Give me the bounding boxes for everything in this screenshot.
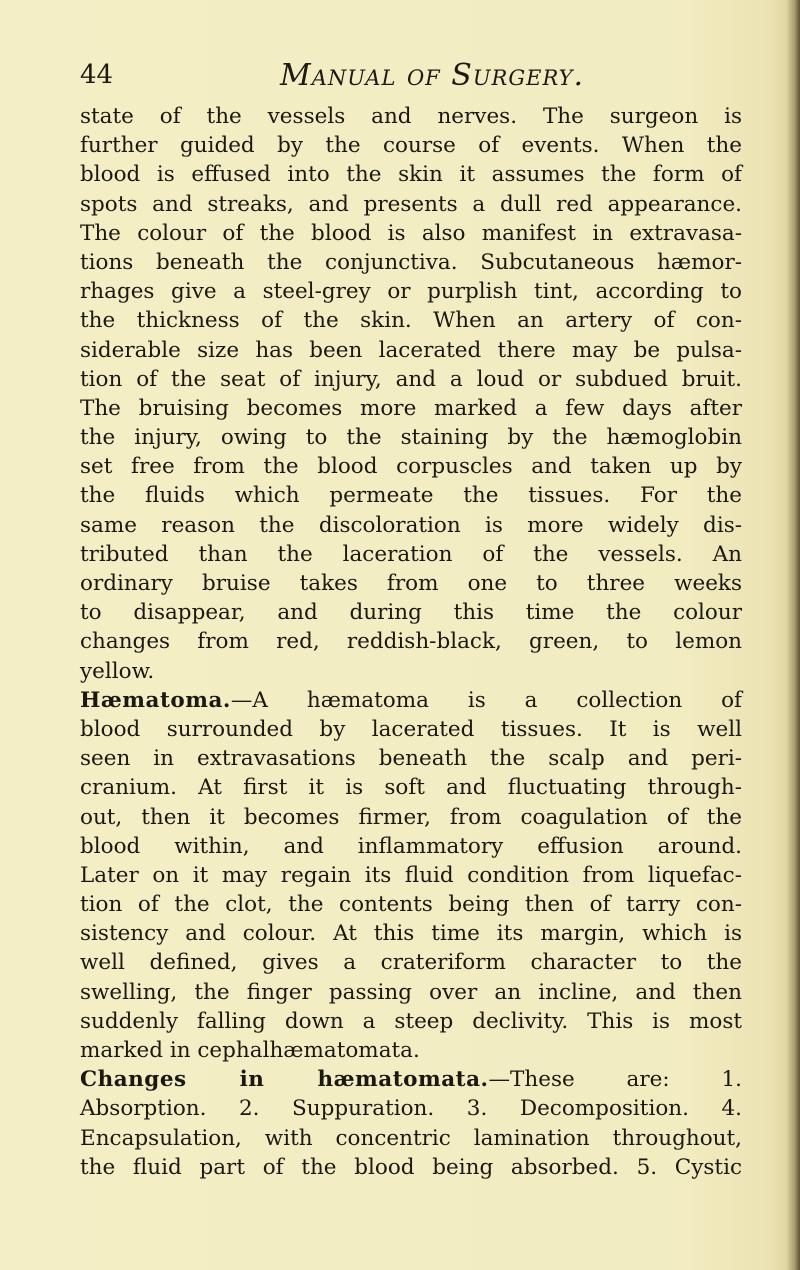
text-line: further guided by the course of events. When the (80, 133, 742, 159)
haematoma-first-line-text: —A hæmatoma is a collection of (230, 687, 742, 713)
page-number: 44 (80, 60, 114, 90)
text-line: spots and streaks, and presents a dull red appearance. (80, 191, 742, 217)
text-line: ordinary bruise takes from one to three weeks (80, 571, 742, 596)
text-line: the injury, owing to the staining by the hæmoglobin (80, 425, 742, 451)
text-line: tributed than the laceration of the vessels. An (80, 541, 742, 567)
text-line: well defined, gives a crateriform character to the (80, 950, 742, 976)
text-line: rhages give a steel-grey or purplish tint, according to (80, 279, 742, 305)
text-line: seen in extravasations beneath the scalp and peri- (80, 746, 742, 772)
text-line: to disappear, and during this time the colour (80, 600, 742, 626)
haematoma-first-line (80, 686, 742, 715)
text-line: tions beneath the conjunctiva. Subcutaneous hæmor- (80, 249, 742, 275)
page-header (80, 58, 760, 98)
text-line: same reason the discoloration is more widely dis- (80, 512, 742, 538)
text-line: tion of the clot, the contents being then of tarry con- (80, 892, 742, 918)
text-line: marked in cephalhæmatomata. (80, 1038, 420, 1063)
body-text (80, 102, 742, 1182)
text-line: state of the vessels and nerves. The surgeon is (80, 104, 742, 129)
text-line: sistency and colour. At this time its margin, which is (80, 921, 742, 947)
text-line: changes from red, reddish-black, green, to lemon (80, 629, 742, 655)
text-line: Absorption. 2. Suppuration. 3. Decomposition. 4. (80, 1096, 742, 1122)
text-line: yellow. (80, 658, 155, 684)
changes-first-line (80, 1065, 742, 1094)
text-line: The bruising becomes more marked a few days after (80, 395, 742, 421)
text-line: blood within, and inflammatory effusion around. (80, 833, 742, 859)
text-line: set free from the blood corpuscles and taken up by (80, 454, 742, 480)
section-heading-changes: Changes in hæmatomata. (80, 1067, 489, 1093)
text-line: out, then it becomes firmer, from coagulation of the (80, 804, 742, 830)
text-line: blood surrounded by lacerated tissues. It is well (80, 716, 742, 742)
text-line: the fluids which permeate the tissues. For the (80, 483, 742, 509)
text-line: suddenly falling down a steep declivity. This is most (80, 1008, 742, 1034)
changes-first-line-text: —These are: 1. (488, 1067, 742, 1093)
text-line: siderable size has been lacerated there may be pulsa- (80, 337, 742, 363)
text-line: tion of the seat of injury, and a loud or subdued bruit. (80, 366, 742, 392)
text-line: cranium. At first it is soft and fluctuating through- (80, 775, 742, 801)
page-edge-shadow (786, 0, 800, 1270)
running-title: Manual of Surgery. (280, 58, 585, 93)
text-line: The colour of the blood is also manifest in extravasa- (80, 220, 742, 246)
text-line: Encapsulation, with concentric lamination throughout, (80, 1125, 742, 1151)
text-line: the fluid part of the blood being absorbed. 5. Cystic (80, 1154, 742, 1180)
section-heading-haematoma: Hæmatoma. (80, 687, 231, 713)
text-line: blood is effused into the skin it assumes the form of (80, 162, 742, 188)
text-line: Later on it may regain its fluid condition from liquefac- (80, 862, 742, 888)
text-line: swelling, the finger passing over an incline, and then (80, 979, 742, 1005)
text-line: the thickness of the skin. When an artery of con- (80, 308, 742, 334)
